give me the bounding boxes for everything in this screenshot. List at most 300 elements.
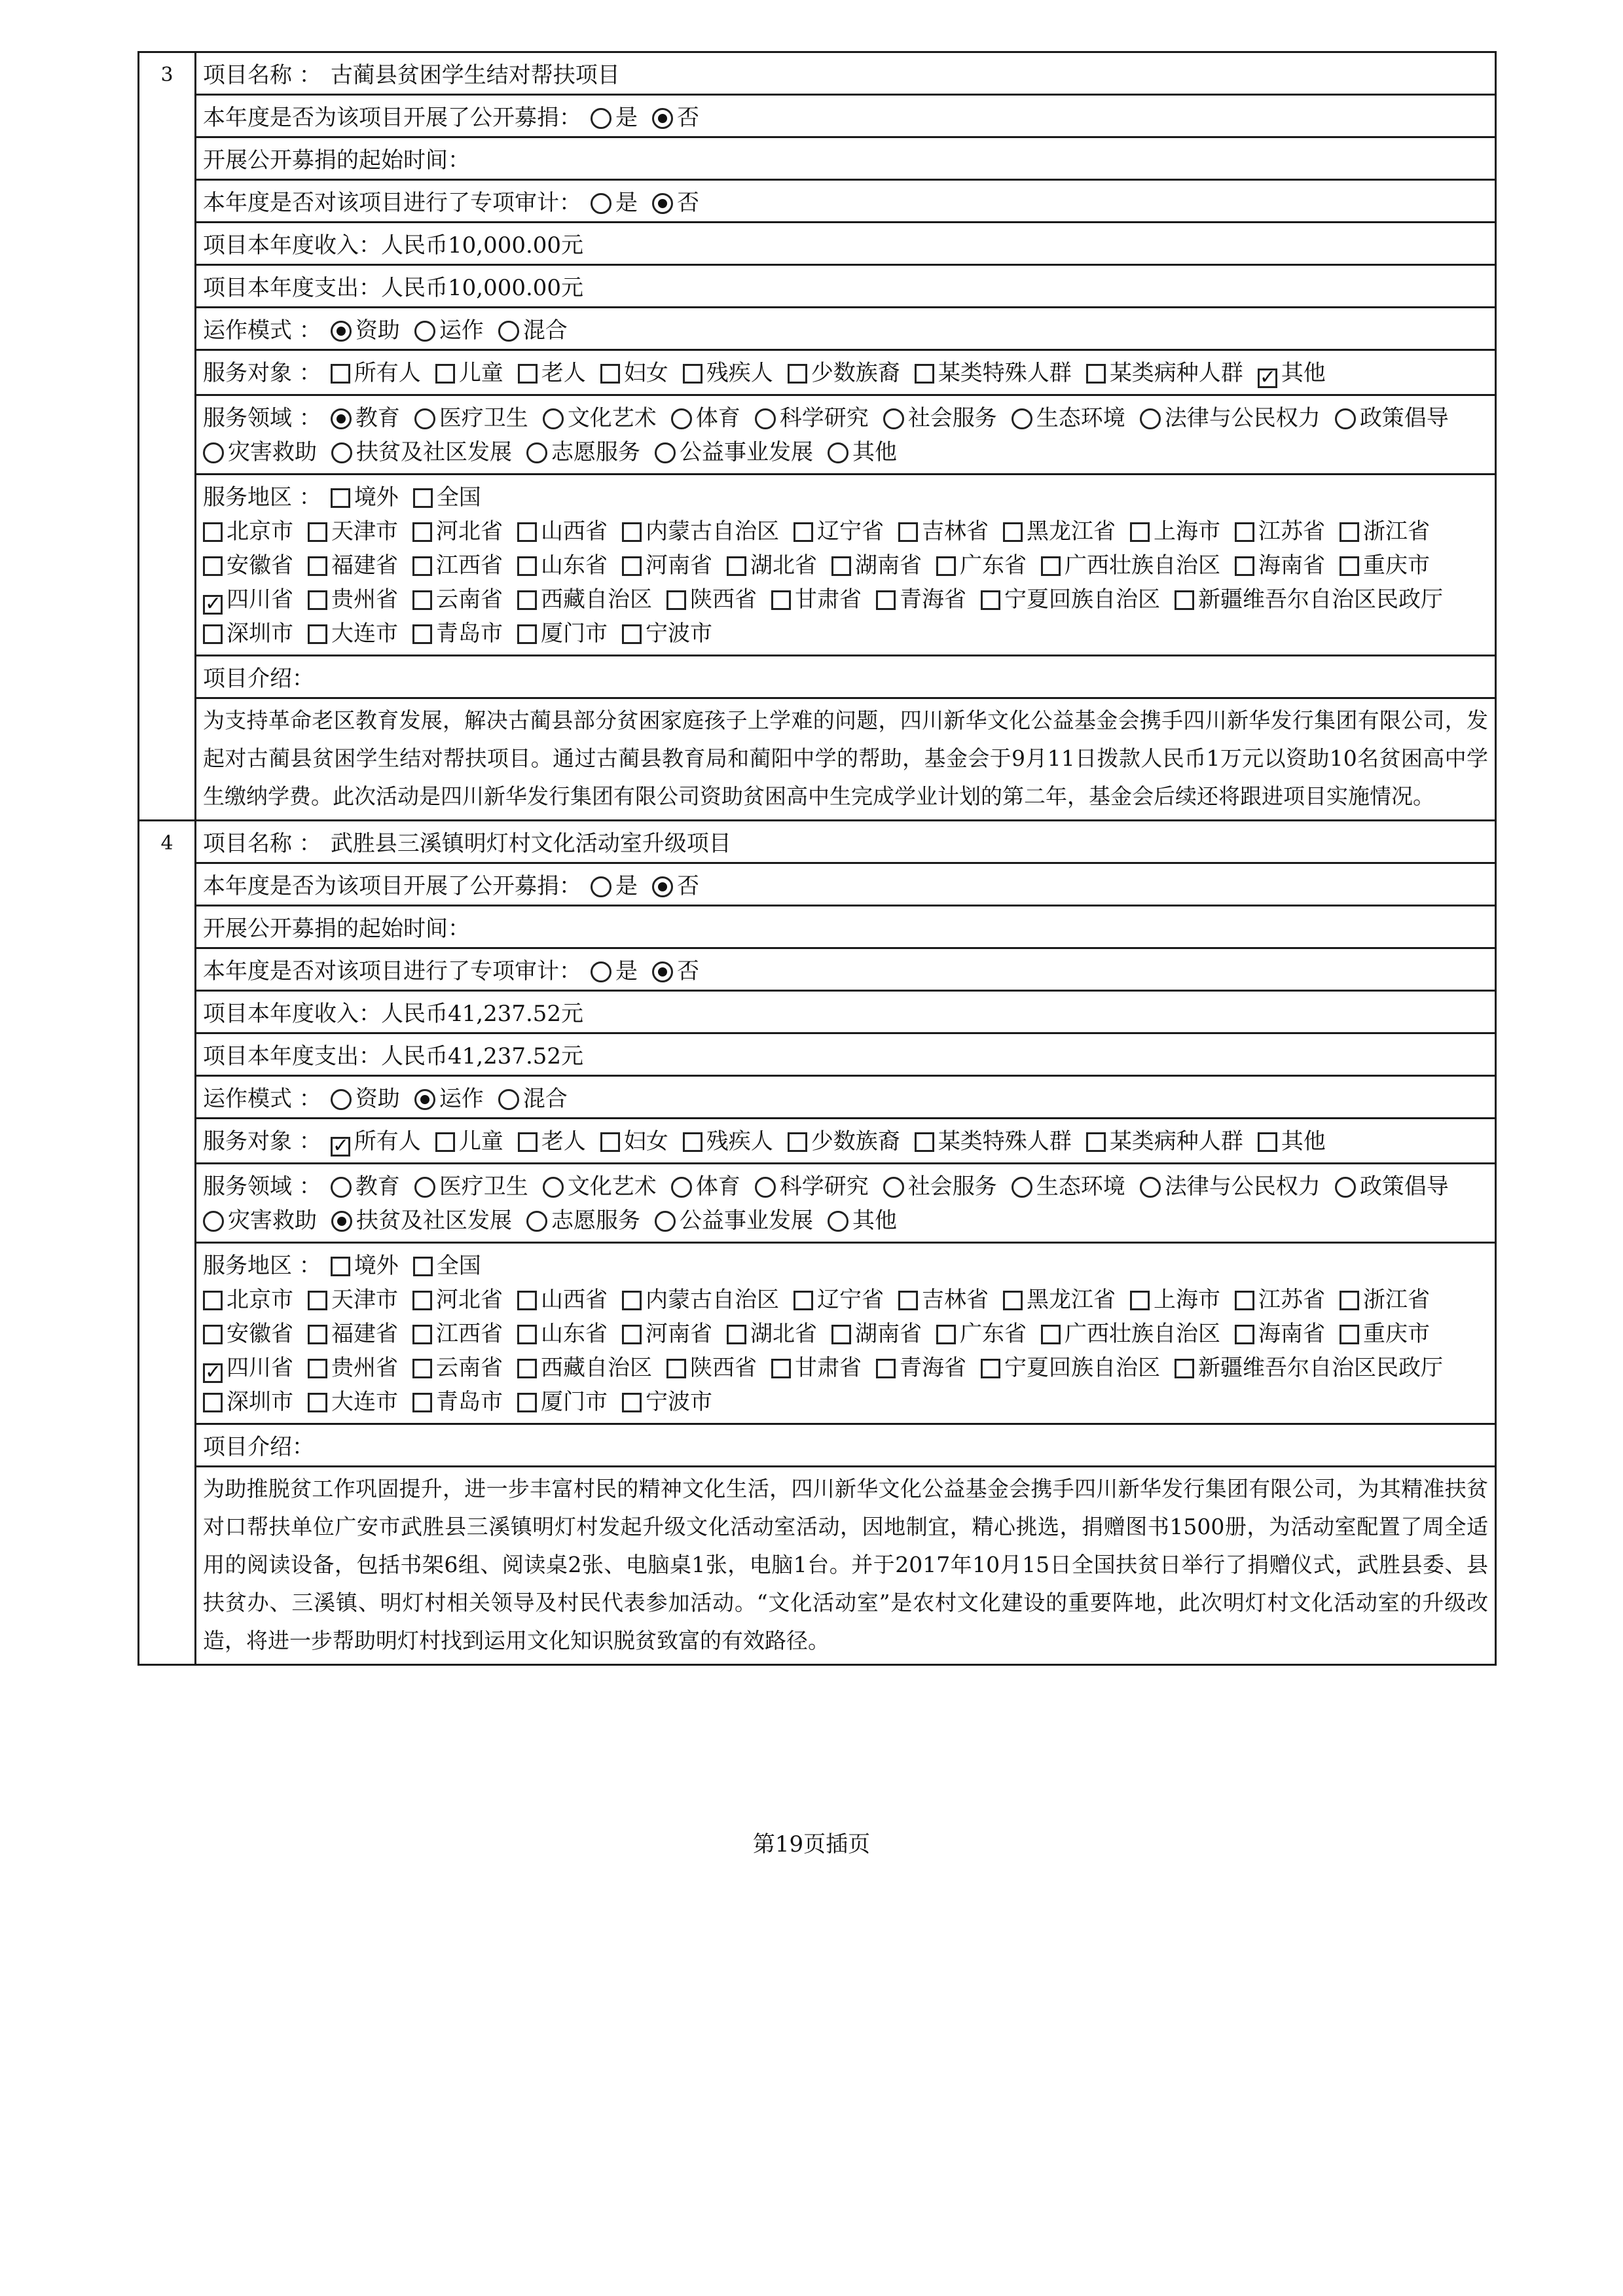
region-option[interactable] bbox=[727, 548, 817, 583]
region-option[interactable] bbox=[412, 583, 503, 617]
radio-empty-icon[interactable] bbox=[1335, 408, 1356, 429]
region-option-label: 厦门市 bbox=[541, 620, 608, 647]
service-field-option[interactable] bbox=[1140, 401, 1321, 435]
region-option[interactable] bbox=[308, 1385, 398, 1419]
region-option[interactable] bbox=[1130, 514, 1220, 548]
checkbox-empty-icon[interactable] bbox=[517, 590, 537, 610]
checkbox-empty-icon[interactable] bbox=[412, 1393, 432, 1412]
service-field-option[interactable] bbox=[883, 1170, 997, 1204]
checkbox-empty-icon[interactable] bbox=[203, 1325, 223, 1344]
radio-empty-icon[interactable] bbox=[655, 442, 676, 463]
checkbox-empty-icon[interactable] bbox=[898, 1291, 918, 1310]
radio-empty-icon[interactable] bbox=[1140, 1177, 1161, 1198]
region-option[interactable] bbox=[981, 1351, 1160, 1385]
service-target-option[interactable] bbox=[600, 1124, 668, 1158]
checkbox-empty-icon[interactable] bbox=[412, 556, 432, 576]
checkbox-empty-icon[interactable] bbox=[831, 1325, 851, 1344]
service-target-option[interactable] bbox=[435, 1124, 503, 1158]
audit-option[interactable] bbox=[652, 954, 699, 988]
region-option[interactable] bbox=[308, 548, 398, 583]
region-option-label: 甘肃省 bbox=[795, 586, 862, 613]
service-target-option[interactable] bbox=[518, 1124, 586, 1158]
service-target-option[interactable] bbox=[600, 356, 668, 390]
checkbox-empty-icon[interactable] bbox=[771, 1359, 791, 1378]
region-option[interactable] bbox=[898, 1283, 989, 1317]
region-option[interactable] bbox=[517, 514, 608, 548]
radio-empty-icon[interactable] bbox=[883, 1177, 904, 1198]
intro-row bbox=[196, 1467, 1495, 1664]
project-intro-text: 为助推脱贫工作巩固提升，进一步丰富村民的精神文化生活，四川新华文化公益基金会携手四川新华发行集团有限公司，为其精准扶贫对口帮扶单位广安市武胜县三溪镇明灯村发起升级文化活动室活动，因地制宜，精心挑选，捐赠图书1500册，为活动室配置了周全适用的阅读设备，包括书架6组、阅读桌2张、电脑桌1张，电脑1台。并于2017年10月15日全国扶贫日举行了捐赠仪式，武胜县委、县扶贫办、三溪镇、明灯村相关领导及村民代表参加活动。“文化活动室”是农村文化建设的重要阵地，此次明灯村文化活动室的升级改造，将进一步帮助明灯村找到运用文化知识脱贫致富的有效路径。 bbox=[203, 1476, 1488, 1653]
checkbox-empty-icon[interactable] bbox=[1258, 1132, 1277, 1152]
radio-selected-icon[interactable] bbox=[652, 876, 673, 897]
region-option[interactable] bbox=[771, 1351, 862, 1385]
radio-empty-icon[interactable] bbox=[526, 1211, 547, 1232]
checkbox-empty-icon[interactable] bbox=[915, 364, 934, 384]
checkbox-empty-icon[interactable] bbox=[308, 522, 327, 542]
checkbox-empty-icon[interactable] bbox=[898, 522, 918, 542]
checkbox-empty-icon[interactable] bbox=[203, 1393, 223, 1412]
radio-empty-icon[interactable] bbox=[883, 408, 904, 429]
checkbox-empty-icon[interactable] bbox=[666, 590, 686, 610]
region-option[interactable] bbox=[412, 548, 503, 583]
region-option[interactable] bbox=[898, 514, 989, 548]
region-option[interactable] bbox=[1340, 1283, 1430, 1317]
region-option[interactable] bbox=[412, 1283, 503, 1317]
operation-mode-option[interactable] bbox=[498, 314, 568, 348]
checkbox-empty-icon[interactable] bbox=[788, 1132, 807, 1152]
service-field-option[interactable] bbox=[331, 1204, 512, 1238]
region-option[interactable] bbox=[412, 617, 503, 651]
radio-empty-icon[interactable] bbox=[591, 961, 611, 982]
service-target-option[interactable] bbox=[915, 1124, 1072, 1158]
region-option[interactable] bbox=[666, 1351, 757, 1385]
radio-empty-icon[interactable] bbox=[591, 193, 611, 214]
region-option[interactable] bbox=[622, 1283, 779, 1317]
service-field-option[interactable] bbox=[755, 401, 869, 435]
checkbox-empty-icon[interactable] bbox=[435, 364, 455, 384]
region-option[interactable] bbox=[203, 514, 293, 548]
project-table bbox=[137, 51, 1497, 1666]
radio-empty-icon[interactable] bbox=[671, 1177, 692, 1198]
service-target-option[interactable] bbox=[915, 356, 1072, 390]
checkbox-empty-icon[interactable] bbox=[622, 522, 642, 542]
checkbox-empty-icon[interactable] bbox=[1041, 556, 1061, 576]
service-target-option[interactable] bbox=[435, 356, 503, 390]
service-field-option[interactable] bbox=[828, 1204, 897, 1238]
radio-selected-icon[interactable] bbox=[652, 961, 673, 982]
region-scope-option[interactable] bbox=[413, 1249, 481, 1283]
checkbox-empty-icon[interactable] bbox=[936, 556, 956, 576]
radio-empty-icon[interactable] bbox=[828, 1211, 848, 1232]
checkbox-empty-icon[interactable] bbox=[331, 1257, 350, 1276]
service-field-option[interactable] bbox=[671, 401, 740, 435]
service-field-option[interactable] bbox=[543, 1170, 657, 1204]
checkbox-empty-icon[interactable] bbox=[876, 1359, 896, 1378]
radio-empty-icon[interactable] bbox=[543, 1177, 564, 1198]
checkbox-empty-icon[interactable] bbox=[518, 364, 538, 384]
checkbox-empty-icon[interactable] bbox=[936, 1325, 956, 1344]
region-option[interactable] bbox=[1003, 514, 1116, 548]
region-option[interactable] bbox=[517, 583, 652, 617]
checkbox-empty-icon[interactable] bbox=[517, 1393, 537, 1412]
checkbox-empty-icon[interactable] bbox=[683, 1132, 702, 1152]
region-option[interactable] bbox=[1235, 1283, 1325, 1317]
service-field-option[interactable] bbox=[883, 401, 997, 435]
region-option-label: 福建省 bbox=[331, 552, 398, 579]
checkbox-checked-icon[interactable]: ✓ bbox=[203, 1363, 223, 1383]
checkbox-empty-icon[interactable] bbox=[1130, 522, 1150, 542]
service-field-option[interactable] bbox=[414, 1170, 528, 1204]
checkbox-empty-icon[interactable] bbox=[203, 522, 223, 542]
checkbox-empty-icon[interactable] bbox=[1175, 1359, 1194, 1378]
audit-option[interactable] bbox=[652, 186, 699, 220]
service-target-option[interactable] bbox=[1258, 356, 1326, 390]
checkbox-empty-icon[interactable] bbox=[412, 1291, 432, 1310]
region-option-label: 江苏省 bbox=[1258, 518, 1325, 545]
service-field-option[interactable] bbox=[1140, 1170, 1321, 1204]
region-option[interactable] bbox=[622, 1317, 712, 1351]
service-regions-row bbox=[196, 475, 1495, 656]
service-target-option[interactable] bbox=[331, 356, 421, 390]
radio-empty-icon[interactable] bbox=[671, 408, 692, 429]
radio-empty-icon[interactable] bbox=[591, 108, 611, 129]
checkbox-empty-icon[interactable] bbox=[1130, 1291, 1150, 1310]
checkbox-empty-icon[interactable] bbox=[413, 1257, 433, 1276]
operation-mode-option[interactable] bbox=[414, 314, 484, 348]
checkbox-empty-icon[interactable] bbox=[518, 1132, 538, 1152]
checkbox-empty-icon[interactable] bbox=[727, 1325, 746, 1344]
service-field-option-label: 社会服务 bbox=[907, 1174, 997, 1200]
radio-selected-icon[interactable] bbox=[652, 108, 673, 129]
region-option[interactable] bbox=[793, 514, 884, 548]
checkbox-empty-icon[interactable] bbox=[517, 556, 537, 576]
checkbox-empty-icon[interactable] bbox=[308, 556, 327, 576]
region-option[interactable] bbox=[308, 1283, 398, 1317]
checkbox-empty-icon[interactable] bbox=[1235, 1291, 1254, 1310]
service-field-option[interactable] bbox=[655, 1204, 813, 1238]
region-option-label: 辽宁省 bbox=[817, 1287, 884, 1313]
region-option-label: 福建省 bbox=[331, 1321, 398, 1347]
region-option[interactable] bbox=[203, 1317, 293, 1351]
region-scope-option[interactable] bbox=[331, 480, 399, 514]
region-option[interactable] bbox=[308, 617, 398, 651]
region-option[interactable] bbox=[203, 1385, 293, 1419]
checkbox-empty-icon[interactable] bbox=[622, 1393, 642, 1412]
radio-empty-icon[interactable] bbox=[828, 442, 848, 463]
radio-empty-icon[interactable] bbox=[203, 1211, 224, 1232]
radio-empty-icon[interactable] bbox=[414, 408, 435, 429]
checkbox-checked-icon[interactable]: ✓ bbox=[1258, 368, 1277, 388]
region-option[interactable] bbox=[1175, 583, 1443, 617]
radio-empty-icon[interactable] bbox=[498, 1089, 519, 1110]
fundraising-start-row bbox=[196, 138, 1495, 181]
service-field-option[interactable] bbox=[828, 435, 897, 469]
checkbox-empty-icon[interactable] bbox=[683, 364, 702, 384]
region-option-label: 四川省 bbox=[227, 586, 293, 613]
region-option-label: 大连市 bbox=[331, 1389, 398, 1415]
region-option[interactable] bbox=[203, 1351, 293, 1385]
service-target-option[interactable] bbox=[1086, 356, 1243, 390]
radio-empty-icon[interactable] bbox=[1335, 1177, 1356, 1198]
radio-selected-icon[interactable] bbox=[331, 1211, 352, 1232]
checkbox-checked-icon[interactable]: ✓ bbox=[331, 1137, 350, 1157]
region-option[interactable] bbox=[1041, 1317, 1220, 1351]
checkbox-empty-icon[interactable] bbox=[831, 556, 851, 576]
radio-empty-icon[interactable] bbox=[331, 1089, 352, 1110]
checkbox-empty-icon[interactable] bbox=[412, 522, 432, 542]
service-target-option-label: 残疾人 bbox=[706, 360, 773, 386]
audit-option[interactable] bbox=[591, 186, 638, 220]
checkbox-empty-icon[interactable] bbox=[1340, 556, 1359, 576]
region-option[interactable] bbox=[771, 583, 862, 617]
checkbox-empty-icon[interactable] bbox=[793, 522, 813, 542]
region-option[interactable] bbox=[831, 548, 922, 583]
region-option[interactable] bbox=[412, 514, 503, 548]
checkbox-empty-icon[interactable] bbox=[600, 364, 620, 384]
service-field-option[interactable] bbox=[543, 401, 657, 435]
public-fundraising-option[interactable] bbox=[591, 101, 638, 135]
radio-empty-icon[interactable] bbox=[1012, 1177, 1032, 1198]
region-option[interactable] bbox=[1340, 548, 1430, 583]
region-option[interactable] bbox=[517, 1317, 608, 1351]
checkbox-empty-icon[interactable] bbox=[727, 556, 746, 576]
checkbox-empty-icon[interactable] bbox=[1175, 590, 1194, 610]
region-option[interactable] bbox=[936, 1317, 1027, 1351]
region-option[interactable] bbox=[1235, 548, 1325, 583]
checkbox-empty-icon[interactable] bbox=[666, 1359, 686, 1378]
radio-selected-icon[interactable] bbox=[652, 193, 673, 214]
checkbox-empty-icon[interactable] bbox=[331, 488, 350, 508]
checkbox-empty-icon[interactable] bbox=[771, 590, 791, 610]
region-option[interactable] bbox=[1003, 1283, 1116, 1317]
region-option[interactable] bbox=[517, 617, 608, 651]
radio-empty-icon[interactable] bbox=[1012, 408, 1032, 429]
radio-empty-icon[interactable] bbox=[203, 442, 224, 463]
region-option[interactable] bbox=[203, 1283, 293, 1317]
service-target-option[interactable] bbox=[683, 1124, 773, 1158]
radio-selected-icon[interactable] bbox=[331, 321, 352, 342]
radio-empty-icon[interactable] bbox=[543, 408, 564, 429]
checkbox-empty-icon[interactable] bbox=[203, 624, 223, 644]
region-option[interactable] bbox=[622, 617, 712, 651]
region-option[interactable] bbox=[936, 548, 1027, 583]
checkbox-empty-icon[interactable] bbox=[308, 1291, 327, 1310]
checkbox-empty-icon[interactable] bbox=[1086, 364, 1106, 384]
checkbox-empty-icon[interactable] bbox=[517, 1291, 537, 1310]
checkbox-empty-icon[interactable] bbox=[1340, 1325, 1359, 1344]
service-target-option-label: 儿童 bbox=[458, 1128, 503, 1155]
radio-selected-icon[interactable] bbox=[331, 408, 352, 429]
region-option-label: 山东省 bbox=[541, 552, 608, 579]
region-option-label: 湖南省 bbox=[855, 552, 922, 579]
checkbox-empty-icon[interactable] bbox=[413, 488, 433, 508]
region-option[interactable] bbox=[203, 583, 293, 617]
region-option[interactable] bbox=[1235, 514, 1325, 548]
region-option[interactable] bbox=[517, 548, 608, 583]
public-fundraising-option[interactable] bbox=[591, 869, 638, 903]
checkbox-empty-icon[interactable] bbox=[1340, 1291, 1359, 1310]
checkbox-empty-icon[interactable] bbox=[1340, 522, 1359, 542]
region-option[interactable] bbox=[622, 514, 779, 548]
checkbox-empty-icon[interactable] bbox=[981, 1359, 1000, 1378]
region-option[interactable] bbox=[1235, 1317, 1325, 1351]
checkbox-empty-icon[interactable] bbox=[412, 590, 432, 610]
operation-mode-label: 运作模式 ： bbox=[203, 1086, 321, 1112]
region-scope-option[interactable] bbox=[413, 480, 481, 514]
radio-empty-icon[interactable] bbox=[331, 1177, 352, 1198]
radio-empty-icon[interactable] bbox=[526, 442, 547, 463]
checkbox-empty-icon[interactable] bbox=[1041, 1325, 1061, 1344]
radio-empty-icon[interactable] bbox=[331, 442, 352, 463]
region-option[interactable] bbox=[517, 1351, 652, 1385]
checkbox-empty-icon[interactable] bbox=[1003, 522, 1023, 542]
region-option[interactable] bbox=[622, 1385, 712, 1419]
checkbox-empty-icon[interactable] bbox=[622, 1291, 642, 1310]
checkbox-empty-icon[interactable] bbox=[1235, 522, 1254, 542]
public-fundraising-option[interactable] bbox=[652, 101, 699, 135]
audit-option-label: 否 bbox=[677, 958, 699, 984]
service-field-option[interactable] bbox=[671, 1170, 740, 1204]
region-option[interactable] bbox=[517, 1385, 608, 1419]
region-option[interactable] bbox=[981, 583, 1160, 617]
checkbox-empty-icon[interactable] bbox=[308, 1393, 327, 1412]
checkbox-empty-icon[interactable] bbox=[1003, 1291, 1023, 1310]
region-option[interactable] bbox=[876, 1351, 966, 1385]
region-option[interactable] bbox=[1130, 1283, 1220, 1317]
radio-empty-icon[interactable] bbox=[755, 1177, 776, 1198]
operation-mode-option[interactable] bbox=[414, 1082, 484, 1116]
region-option[interactable] bbox=[1175, 1351, 1443, 1385]
checkbox-empty-icon[interactable] bbox=[517, 522, 537, 542]
region-option-label: 山西省 bbox=[541, 1287, 608, 1313]
region-option[interactable] bbox=[412, 1317, 503, 1351]
operation-mode-option[interactable] bbox=[498, 1082, 568, 1116]
region-option[interactable] bbox=[793, 1283, 884, 1317]
checkbox-empty-icon[interactable] bbox=[308, 590, 327, 610]
checkbox-empty-icon[interactable] bbox=[622, 556, 642, 576]
checkbox-empty-icon[interactable] bbox=[622, 624, 642, 644]
project-name-label: 项目名称 ： bbox=[203, 831, 321, 857]
checkbox-empty-icon[interactable] bbox=[876, 590, 896, 610]
checkbox-empty-icon[interactable] bbox=[793, 1291, 813, 1310]
checkbox-empty-icon[interactable] bbox=[517, 624, 537, 644]
service-field-option[interactable] bbox=[1335, 401, 1449, 435]
service-target-option[interactable] bbox=[518, 356, 586, 390]
checkbox-empty-icon[interactable] bbox=[412, 624, 432, 644]
region-option[interactable] bbox=[308, 514, 398, 548]
service-field-option[interactable] bbox=[331, 435, 512, 469]
region-scope-option[interactable] bbox=[331, 1249, 399, 1283]
checkbox-empty-icon[interactable] bbox=[435, 1132, 455, 1152]
service-field-option[interactable] bbox=[414, 401, 528, 435]
region-option[interactable] bbox=[517, 1283, 608, 1317]
region-option[interactable] bbox=[727, 1317, 817, 1351]
service-field-option[interactable] bbox=[526, 435, 640, 469]
public-fundraising-option[interactable] bbox=[652, 869, 699, 903]
checkbox-empty-icon[interactable] bbox=[517, 1359, 537, 1378]
region-option[interactable] bbox=[308, 1317, 398, 1351]
checkbox-empty-icon[interactable] bbox=[981, 590, 1000, 610]
service-field-option[interactable] bbox=[1012, 401, 1125, 435]
region-option[interactable] bbox=[666, 583, 757, 617]
checkbox-empty-icon[interactable] bbox=[412, 1325, 432, 1344]
region-option[interactable] bbox=[412, 1351, 503, 1385]
service-target-option[interactable] bbox=[1258, 1124, 1326, 1158]
service-target-option[interactable] bbox=[788, 1124, 900, 1158]
service-field-option[interactable] bbox=[1335, 1170, 1449, 1204]
region-option[interactable] bbox=[308, 583, 398, 617]
checkbox-empty-icon[interactable] bbox=[622, 1325, 642, 1344]
region-option[interactable] bbox=[308, 1351, 398, 1385]
region-option[interactable] bbox=[203, 548, 293, 583]
checkbox-empty-icon[interactable] bbox=[915, 1132, 934, 1152]
radio-empty-icon[interactable] bbox=[498, 321, 519, 342]
radio-empty-icon[interactable] bbox=[414, 321, 435, 342]
radio-empty-icon[interactable] bbox=[1140, 408, 1161, 429]
service-target-option[interactable] bbox=[788, 356, 900, 390]
region-option[interactable] bbox=[1340, 514, 1430, 548]
region-option[interactable] bbox=[1041, 548, 1220, 583]
checkbox-empty-icon[interactable] bbox=[1235, 556, 1254, 576]
project-name-row bbox=[196, 53, 1495, 96]
region-option[interactable] bbox=[412, 1385, 503, 1419]
radio-empty-icon[interactable] bbox=[414, 1177, 435, 1198]
service-field-option[interactable] bbox=[755, 1170, 869, 1204]
region-option[interactable] bbox=[622, 548, 712, 583]
service-target-option[interactable] bbox=[683, 356, 773, 390]
checkbox-empty-icon[interactable] bbox=[788, 364, 807, 384]
checkbox-empty-icon[interactable] bbox=[412, 1359, 432, 1378]
checkbox-empty-icon[interactable] bbox=[308, 624, 327, 644]
service-field-option[interactable] bbox=[203, 1204, 317, 1238]
service-field-option[interactable] bbox=[1012, 1170, 1125, 1204]
operation-mode-option[interactable] bbox=[331, 314, 400, 348]
service-target-option[interactable] bbox=[1086, 1124, 1243, 1158]
radio-empty-icon[interactable] bbox=[655, 1211, 676, 1232]
checkbox-empty-icon[interactable] bbox=[203, 556, 223, 576]
region-option[interactable] bbox=[1340, 1317, 1430, 1351]
region-option[interactable] bbox=[876, 583, 966, 617]
service-field-option-label: 法律与公民权力 bbox=[1164, 1174, 1321, 1200]
checkbox-empty-icon[interactable] bbox=[331, 364, 350, 384]
operation-mode-row bbox=[196, 308, 1495, 351]
checkbox-empty-icon[interactable] bbox=[1086, 1132, 1106, 1152]
region-option[interactable] bbox=[831, 1317, 922, 1351]
project-number bbox=[139, 52, 196, 821]
audit-option[interactable] bbox=[591, 954, 638, 988]
service-field-option[interactable] bbox=[331, 1170, 400, 1204]
operation-mode-option[interactable] bbox=[331, 1082, 400, 1116]
radio-empty-icon[interactable] bbox=[755, 408, 776, 429]
checkbox-empty-icon[interactable] bbox=[308, 1359, 327, 1378]
checkbox-empty-icon[interactable] bbox=[1235, 1325, 1254, 1344]
service-field-option[interactable] bbox=[526, 1204, 640, 1238]
service-field-option[interactable] bbox=[203, 435, 317, 469]
checkbox-empty-icon[interactable] bbox=[308, 1325, 327, 1344]
radio-empty-icon[interactable] bbox=[591, 876, 611, 897]
service-field-option[interactable] bbox=[331, 401, 400, 435]
service-target-option[interactable] bbox=[331, 1124, 421, 1158]
service-fields-row bbox=[196, 396, 1495, 475]
checkbox-empty-icon[interactable] bbox=[600, 1132, 620, 1152]
radio-selected-icon[interactable] bbox=[414, 1089, 435, 1110]
checkbox-checked-icon[interactable]: ✓ bbox=[203, 595, 223, 615]
checkbox-empty-icon[interactable] bbox=[517, 1325, 537, 1344]
service-field-option[interactable] bbox=[655, 435, 813, 469]
region-option[interactable] bbox=[203, 617, 293, 651]
project-name-row bbox=[196, 821, 1495, 864]
checkbox-empty-icon[interactable] bbox=[203, 1291, 223, 1310]
